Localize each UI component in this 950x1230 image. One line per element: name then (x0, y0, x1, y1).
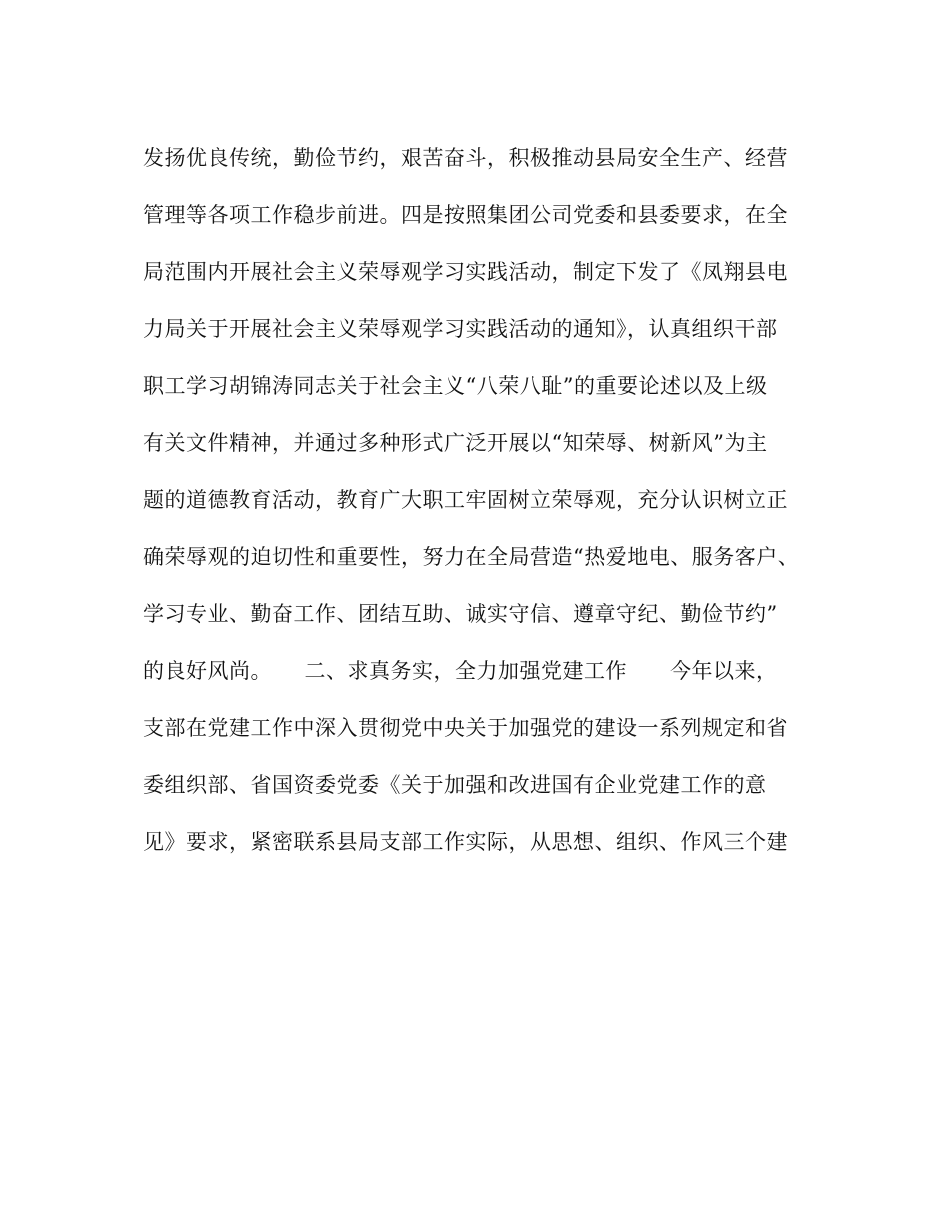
text-line-13: 见》要求，紧密联系县局支部工作实际，从思想、组织、作风三个建 (143, 830, 788, 854)
text-line-1: 发扬优良传统，勤俭节约，艰苦奋斗，积极推动县局安全生产、经营 (143, 146, 788, 170)
text-line-3: 局范围内开展社会主义荣辱观学习实践活动，制定下发了《凤翔县电 (143, 260, 788, 284)
text-line-7: 题的道德教育活动，教育广大职工牢固树立荣辱观，充分认识树立正 (143, 488, 788, 512)
text-line-11: 支部在党建工作中深入贯彻党中央关于加强党的建设一系列规定和省 (143, 716, 788, 740)
text-line-5: 职工学习胡锦涛同志关于社会主义“八荣八耻”的重要论述以及上级 (143, 374, 768, 398)
text-line-6: 有关文件精神，并通过多种形式广泛开展以“知荣辱、树新风”为主 (143, 431, 768, 455)
body-text (143, 138, 843, 879)
text-line-12: 委组织部、省国资委党委《关于加强和改进国有企业党建工作的意 (143, 773, 767, 797)
text-line-10: 的良好风尚。 二、求真务实，全力加强党建工作 今年以来， (143, 659, 778, 683)
text-line-8: 确荣辱观的迫切性和重要性，努力在全局营造“热爱地电、服务客户、 (143, 545, 800, 569)
text-line-2: 管理等各项工作稳步前进。四是按照集团公司党委和县委要求，在全 (143, 203, 788, 227)
text-line-9: 学习专业、勤奋工作、团结互助、诚实守信、遵章守纪、勤俭节约” (143, 602, 778, 626)
text-line-4: 力局关于开展社会主义荣辱观学习实践活动的通知》，认真组织干部 (143, 317, 778, 341)
